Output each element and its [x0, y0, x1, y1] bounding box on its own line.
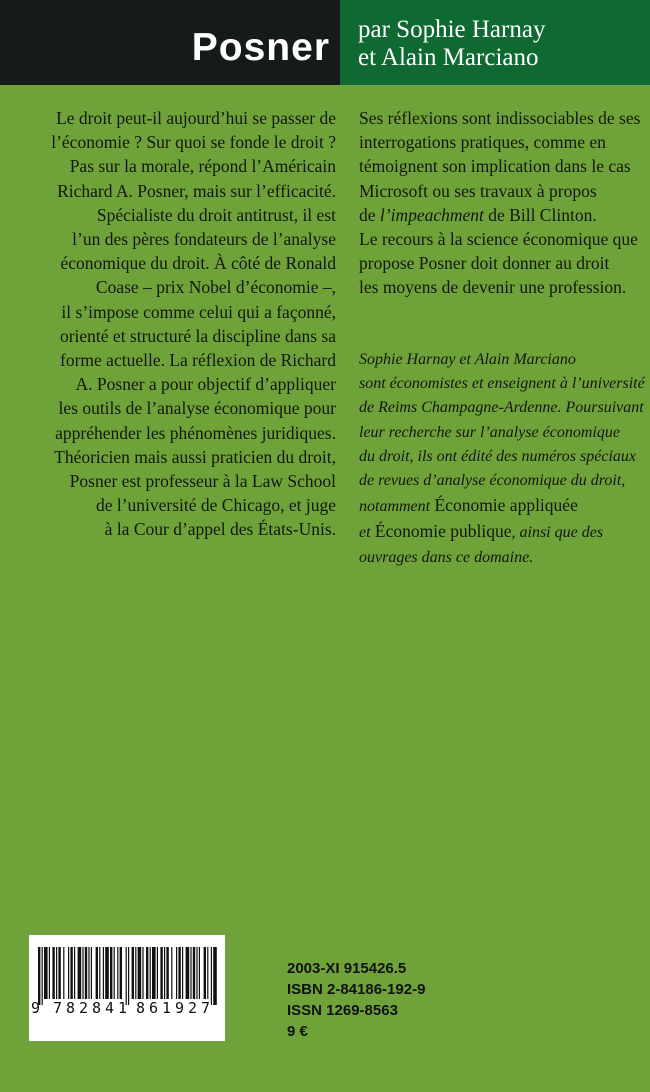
isbn-number: ISBN 2-84186-192-9 — [287, 981, 426, 998]
text-line: Le droit peut-il aujourd’hui se passer de — [56, 108, 336, 128]
barcode-digit: 7 — [53, 999, 63, 1017]
text-line: Coase – prix Nobel d’économie –, — [95, 277, 336, 298]
barcode-bar — [176, 947, 177, 999]
barcode-bar — [44, 947, 48, 999]
isbn-barcode — [29, 935, 225, 1041]
cover-header — [0, 0, 650, 85]
text-line: les outils de l’analyse économique pour — [58, 398, 336, 419]
barcode-bar — [70, 947, 72, 999]
text-line: témoignent son implication dans le cas — [359, 156, 631, 177]
bio-line: du droit, ils ont édité des numéros spéciaux — [359, 447, 636, 465]
barcode-digit: 9 — [175, 999, 185, 1017]
price: 9 € — [287, 1023, 308, 1040]
text-line: Posner est professeur à la Law School — [69, 471, 336, 492]
header-title-panel — [0, 0, 340, 85]
authors-line: par Sophie Harnay — [358, 16, 546, 43]
bio-line — [359, 493, 650, 519]
text-line: à la Cour d’appel des États-Unis. — [104, 519, 336, 540]
barcode-bar — [128, 947, 129, 1005]
bio-line: sont économistes et enseignent à l’université — [359, 375, 645, 393]
barcode-bar — [82, 947, 83, 999]
bio-line — [359, 519, 650, 545]
text-fragment: , ainsi que des — [511, 524, 604, 542]
barcode-bar — [160, 947, 162, 999]
barcode-bar — [199, 947, 200, 999]
barcode-bar — [213, 947, 217, 1005]
text-fragment: notamment — [359, 498, 431, 516]
barcode-bar — [99, 947, 100, 999]
barcode-bar — [91, 947, 92, 999]
barcode-bar — [120, 947, 122, 999]
text-line: les moyens de devenir une profession. — [359, 277, 627, 298]
barcode-bar — [146, 947, 148, 999]
barcode-bar — [207, 947, 208, 999]
text-line: Pas sur la morale, répond l’Américain — [69, 156, 336, 177]
barcode-bar — [96, 947, 98, 999]
text-line: A. Posner a pour objectif d’appliquer — [75, 374, 336, 395]
journal-title: Économie appliquée — [430, 495, 578, 516]
barcode-bar — [68, 947, 69, 999]
text-line: Spécialiste du droit antitrust, il est — [96, 204, 336, 225]
barcode-digit: 8 — [136, 999, 146, 1017]
barcode-digit: 4 — [105, 999, 115, 1017]
barcode-bar — [196, 947, 197, 999]
blurb-left-column — [22, 106, 336, 542]
header-authors-panel — [340, 0, 650, 85]
barcode-digit: 1 — [162, 999, 172, 1017]
bio-line: leur recherche sur l’analyse économique — [359, 423, 620, 441]
barcode-bar — [164, 947, 165, 999]
barcode-bar — [193, 947, 195, 999]
authors-line: et Alain Marciano — [358, 44, 539, 71]
barcode-bar — [63, 947, 64, 999]
author-bio — [359, 348, 650, 570]
text-line: Ses réflexions sont indissociables de ses — [359, 108, 641, 128]
text-line: l’économie ? Sur quoi se fonde le droit ? — [51, 132, 336, 153]
barcode-bar — [58, 947, 60, 999]
barcode-bar — [56, 947, 57, 999]
barcode-bar — [110, 947, 112, 999]
barcode-bar — [157, 947, 158, 999]
barcode-digit: 7 — [201, 999, 211, 1017]
text-line: interrogations pratiques, comme en — [359, 132, 606, 153]
barcode-bar — [138, 947, 142, 999]
bio-line: de Reims Champagne-Ardenne. Poursuivant — [359, 399, 644, 417]
text-line: propose Posner doit donner au droit — [359, 253, 610, 274]
text-line: il s’impose comme celui qui a façonné, — [61, 301, 336, 322]
barcode-bars — [38, 947, 218, 1005]
text-line: économique du droit. À côté de Ronald — [60, 253, 336, 274]
barcode-bar — [52, 947, 54, 999]
text-line: appréhender les phénomènes juridiques. — [55, 422, 336, 443]
text-line — [359, 203, 650, 227]
barcode-bar — [135, 947, 136, 999]
barcode-bar — [38, 947, 40, 1005]
barcode-bar — [49, 947, 50, 999]
text-fragment: et — [359, 524, 371, 542]
text-line: forme actuelle. La réflexion de Richard — [60, 350, 336, 371]
barcode-bar — [78, 947, 82, 999]
text-line: Richard A. Posner, mais sur l’efficacité. — [57, 180, 336, 201]
barcode-bar — [186, 947, 190, 999]
barcode-bar — [211, 947, 212, 1005]
barcode-bar — [182, 947, 183, 999]
barcode-bar — [126, 947, 127, 1005]
barcode-bar — [171, 947, 172, 999]
barcode-bar — [88, 947, 89, 999]
journal-title: Économie publique — [370, 521, 512, 542]
barcode-digit: 2 — [188, 999, 198, 1017]
issn-number: ISSN 1269-8563 — [287, 1002, 398, 1019]
bio-line: Sophie Harnay et Alain Marciano — [359, 351, 576, 368]
barcode-bar — [142, 947, 143, 999]
text-line: orienté et structuré la discipline dans sa — [59, 325, 336, 346]
blurb-right-column — [359, 106, 650, 300]
barcode-bar — [117, 947, 118, 999]
italic-term: l’impeachment — [379, 204, 484, 225]
barcode-digit: 6 — [149, 999, 159, 1017]
text-line: l’un des pères fondateurs de l’analyse — [72, 229, 336, 250]
book-title: Posner — [191, 26, 330, 69]
barcode-bar — [42, 947, 43, 1005]
barcode-bar — [103, 947, 104, 999]
barcode-digit: 2 — [79, 999, 89, 1017]
book-authors — [358, 16, 545, 72]
catalog-code: 2003-XI 915426.5 — [287, 960, 407, 977]
publication-info — [287, 958, 425, 1042]
text-line: de l’université de Chicago, et juge — [95, 495, 336, 516]
barcode-bar — [150, 947, 151, 999]
barcode-bar — [74, 947, 75, 999]
barcode-digit: 8 — [92, 999, 102, 1017]
barcode-bar — [178, 947, 180, 999]
text-line: Théoricien mais aussi praticien du droit, — [54, 446, 336, 467]
barcode-bar — [85, 947, 87, 999]
text-fragment: de Bill Clinton. — [483, 204, 597, 225]
text-line: Le recours à la science économique que — [359, 229, 638, 250]
text-fragment: de — [359, 204, 380, 225]
bio-line: ouvrages dans ce domaine. — [359, 548, 534, 566]
barcode-bar — [114, 947, 115, 999]
text-line: Microsoft ou ses travaux à propos — [359, 180, 597, 201]
barcode-bar — [204, 947, 206, 999]
barcode-bar — [132, 947, 134, 999]
barcode-digit: 8 — [66, 999, 76, 1017]
barcode-bar — [152, 947, 156, 999]
barcode-digit: 1 — [118, 999, 128, 1017]
barcode-digit: 9 — [31, 999, 41, 1017]
bio-line: de revues d’analyse économique du droit, — [359, 472, 626, 490]
barcode-bar — [190, 947, 191, 999]
barcode-bar — [166, 947, 168, 999]
barcode-bar — [105, 947, 109, 999]
